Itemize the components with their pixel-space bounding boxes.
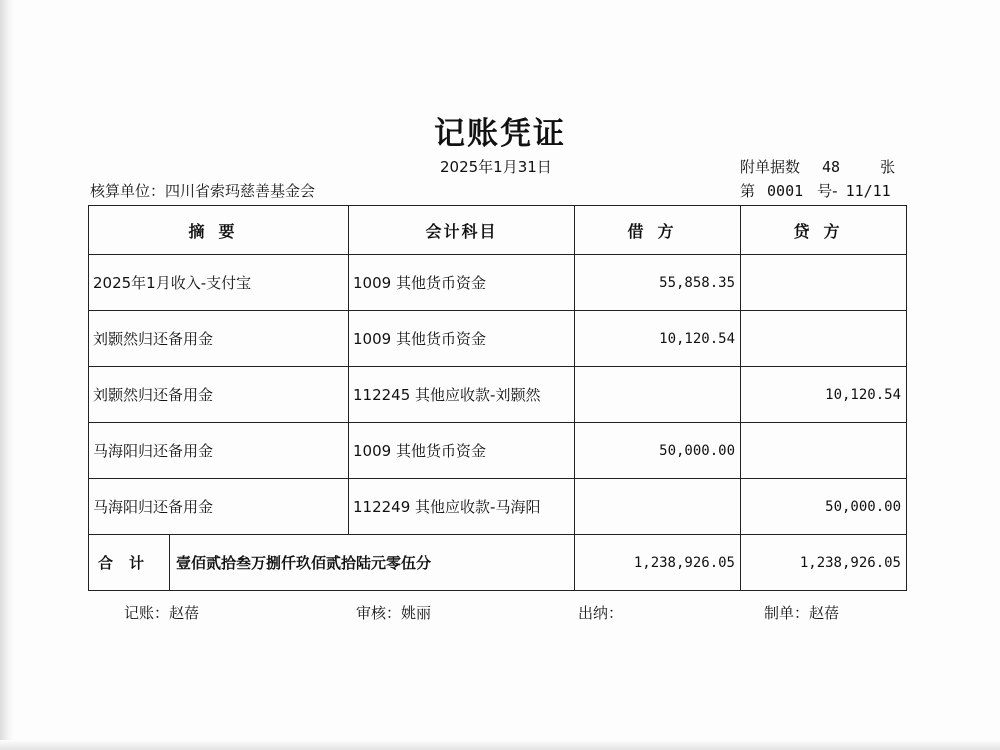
row-debit: 55,858.35: [575, 255, 741, 311]
unit-name: 四川省索玛慈善基金会: [165, 182, 316, 200]
row-account: 1009 其他货币资金: [349, 311, 575, 367]
row-credit: [741, 311, 907, 367]
row-summary: 刘颢然归还备用金: [89, 367, 349, 423]
reviewer-signature: 审核：姚丽: [356, 604, 432, 622]
table-row: [89, 311, 907, 367]
row-account: 112249 其他应收款-马海阳: [349, 479, 575, 535]
voucher-table: [88, 205, 907, 591]
row-credit: 50,000.00: [741, 479, 907, 535]
table-total-row: [89, 535, 907, 591]
accounting-unit: [90, 180, 315, 201]
row-debit: [575, 479, 741, 535]
header-account: 会计科目: [349, 206, 575, 255]
number-suffix: 号-: [817, 182, 838, 200]
row-summary: 刘颢然归还备用金: [89, 311, 349, 367]
table-row: [89, 479, 907, 535]
row-summary: 马海阳归还备用金: [89, 479, 349, 535]
row-debit: [575, 367, 741, 423]
scan-bottom-shadow: [0, 740, 1000, 750]
header-summary: 摘要: [89, 206, 349, 255]
row-summary: 2025年1月收入-支付宝: [89, 255, 349, 311]
unit-label: 核算单位：: [90, 182, 166, 200]
row-credit: [741, 255, 907, 311]
number-value: 0001: [767, 182, 804, 200]
row-summary: 马海阳归还备用金: [89, 423, 349, 479]
voucher-title: 记账凭证: [434, 116, 566, 152]
row-account: 1009 其他货币资金: [349, 423, 575, 479]
table-header-row: [89, 206, 907, 255]
table-row: [89, 255, 907, 311]
row-credit: [741, 423, 907, 479]
header-debit: 借方: [575, 206, 741, 255]
attachments-unit: 张: [880, 158, 896, 176]
row-account: 112245 其他应收款-刘颢然: [349, 367, 575, 423]
total-amount-words: 壹佰贰拾叁万捌仟玖佰贰拾陆元零伍分: [176, 554, 432, 572]
attachments-label: 附单据数: [740, 158, 801, 176]
attachments-count: 48: [822, 158, 841, 176]
row-account: 1009 其他货币资金: [349, 255, 575, 311]
voucher-number: [740, 180, 891, 201]
table-row: [89, 423, 907, 479]
bookkeeper-signature: 记账：赵蓓: [124, 604, 200, 622]
cashier-signature: 出纳：: [578, 604, 624, 622]
page-number: 11/11: [845, 182, 891, 200]
voucher-date: 2025年1月31日: [440, 158, 552, 176]
row-debit: 50,000.00: [575, 423, 741, 479]
total-debit: 1,238,926.05: [575, 535, 741, 591]
total-cell: [89, 535, 575, 591]
number-prefix: 第: [740, 182, 756, 200]
row-credit: 10,120.54: [741, 367, 907, 423]
row-debit: 10,120.54: [575, 311, 741, 367]
attachments-info: [740, 156, 895, 177]
header-credit: 贷方: [741, 206, 907, 255]
table-row: [89, 367, 907, 423]
total-credit: 1,238,926.05: [741, 535, 907, 591]
preparer-signature: 制单：赵蓓: [764, 604, 840, 622]
total-label: 合计: [89, 535, 170, 590]
